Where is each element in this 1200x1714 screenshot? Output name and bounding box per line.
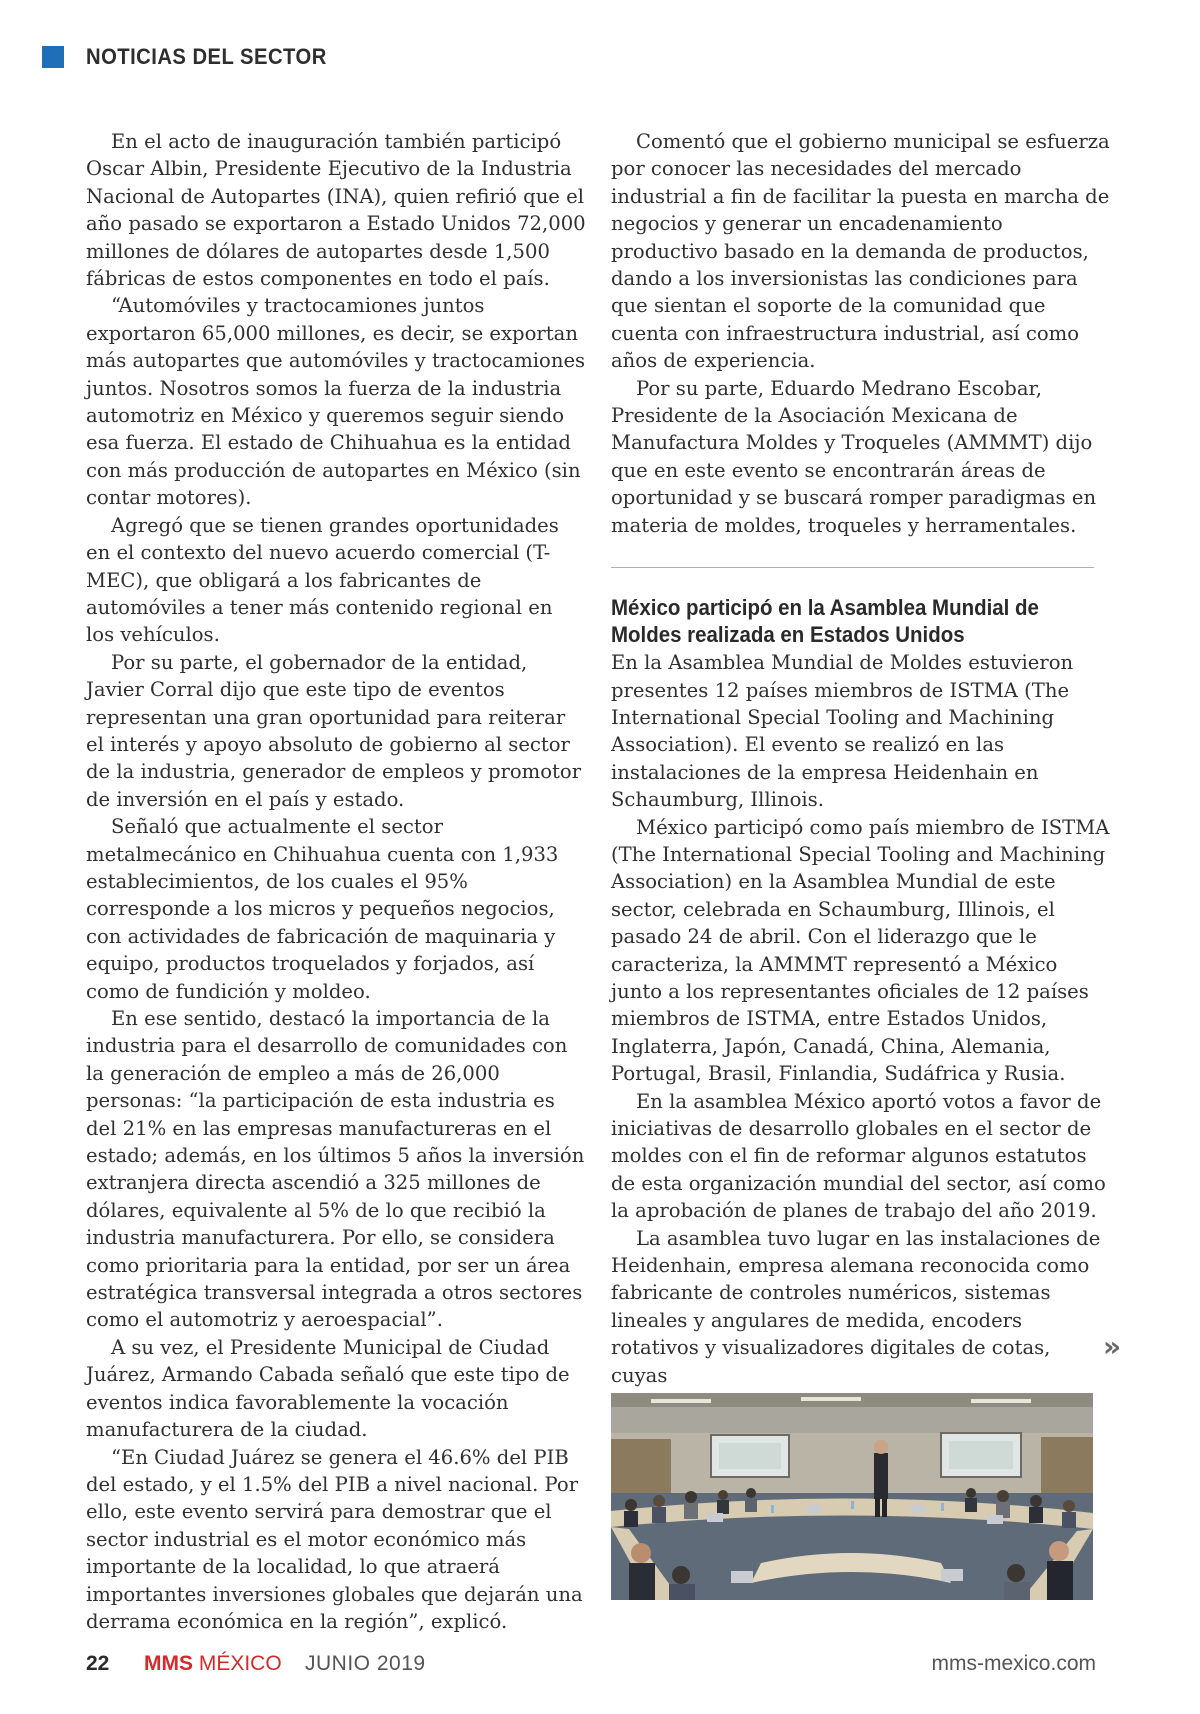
paragraph: La asamblea tuvo lugar en las instalaciones de Heidenhain, empresa alemana reconocida como fabricante de controles numéricos, sistemas lineales y angulares de medida, encoders rotativos y visualizadores digitales de cotas, cuyas [611, 1226, 1101, 1387]
paragraph: México participó como país miembro de ISTMA (The International Special Tooling and Machining Association) en la Asamblea Mundial de este sector, celebrada en Schaumburg, Illinois, el pasado 24 de abril. Con el liderazgo que le caracteriza, la AMMMT representó a México junto a los representantes oficiales de 12 países miembros de ISTMA, entre Estados Unidos, Inglaterra, Japón, Canadá, China, Alemania, Portugal, Brasil, Finlandia, Sudáfrica y Rusia. [611, 815, 1110, 1086]
magazine-brand [144, 1652, 282, 1676]
paragraph: En la Asamblea Mundial de Moldes estuvieron presentes 12 países miembros de ISTMA (The International Special Tooling and Machining Association). El evento se realizó en las instalaciones de la empresa Heidenhain en Schaumburg, Illinois. [611, 651, 1074, 812]
website-url: mms-mexico.com [931, 1652, 1096, 1675]
paragraph: “Automóviles y tractocamiones juntos exportaron 65,000 millones, es decir, se exportan más autopartes que automóviles y tractocamiones juntos. Nosotros somos la fuerza de la industria automotriz en México y queremos seguir siendo esa fuerza. El estado de Chihuahua es la entidad con más producción de autopartes en México (sin contar motores). [86, 294, 586, 510]
section-divider [611, 567, 1094, 568]
section-header [42, 42, 348, 72]
right-column [611, 128, 1111, 1389]
section-title: NOTICIAS DEL SECTOR [86, 44, 327, 69]
paragraph: Comentó que el gobierno municipal se esfuerza por conocer las necesidades del mercado industrial a fin de facilitar la puesta en marcha de negocios y generar un encadenamiento productivo basado en la demanda de productos, dando a los inversionistas las condiciones para que sientan el soporte de la comunidad que cuenta con infraestructura industrial, así como años de experiencia. [611, 130, 1110, 373]
paragraph: Por su parte, Eduardo Medrano Escobar, Presidente de la Asociación Mexicana de Manufactura Moldes y Troqueles (AMMMT) dijo que en este evento se encontrarán áreas de oportunidad y se buscará romper paradigmas en materia de moldes, troqueles y herramentales. [611, 376, 1097, 537]
assembly-meeting-photo [611, 1393, 1093, 1600]
paragraph: En la asamblea México aportó votos a favor de iniciativas de desarrollo globales en el sector de moldes con el fin de reformar algunos estatutos de esta organización mundial del sector, así como la aprobación de planes de trabajo del año 2019. [611, 1089, 1106, 1223]
section-marker-square [42, 46, 64, 68]
paragraph: A su vez, el Presidente Municipal de Ciudad Juárez, Armando Cabada señaló que este tipo de eventos indica favorablemente la vocación manufacturera de la ciudad. [86, 1335, 570, 1442]
brand-mexico: MÉXICO [198, 1652, 282, 1675]
paragraph: Por su parte, el gobernador de la entidad, Javier Corral dijo que este tipo de eventos representan una gran oportunidad para reiterar el interés y apoyo absoluto de gobierno al sector de la industria, generador de empleos y promotor de inversión en el país y estado. [86, 650, 582, 811]
paragraph: En el acto de inauguración también participó Oscar Albin, Presidente Ejecutivo de la Industria Nacional de Autopartes (INA), quien refirió que el año pasado se exportaron a Estado Unidos 72,000 millones de dólares de autopartes desde 1,500 fábricas de estos componentes en todo el país. [86, 130, 586, 291]
page-footer [86, 1652, 1096, 1682]
paragraph: En ese sentido, destacó la importancia de la industria para el desarrollo de comunidades con la generación de empleo a más de 26,000 personas: “la participación de esta industria es del 21% en las empresas manufactureras en el estado; además, en los últimos 5 años la inversión extranjera directa ascendió a 325 millones de dólares, equivalente al 5% de lo que recibió la industria manufacturera. Por ello, se considera como prioritaria para la entidad, por ser un área estratégica transversal integrada a otros sectores como el automotriz y aeroespacial”. [86, 1007, 585, 1332]
left-column [86, 128, 586, 1635]
paragraph: Agregó que se tienen grandes oportunidades en el contexto del nuevo acuerdo comercial (T-MEC), que obligará a los fabricantes de automóviles a tener más contenido regional en los vehículos. [86, 513, 559, 647]
article-subheading: México participó en la Asamblea Mundial de Moldes realizada en Estados Unidos [611, 595, 1039, 648]
brand-mms: MMS [144, 1652, 193, 1675]
continue-arrow-icon: » [1103, 1330, 1122, 1363]
paragraph: “En Ciudad Juárez se genera el 46.6% del PIB del estado, y el 1.5% del PIB a nivel nacional. Por ello, este evento servirá para demostrar que el sector industrial es el motor económico más importante de la localidad, lo que atraerá importantes inversiones globales que dejarán una derrama económica en la región”, explicó. [86, 1445, 583, 1633]
issue-date: JUNIO 2019 [305, 1652, 426, 1675]
page-number: 22 [86, 1652, 110, 1675]
paragraph: Señaló que actualmente el sector metalmecánico en Chihuahua cuenta con 1,933 establecimientos, de los cuales el 95% corresponde a los micros y pequeños negocios, con actividades de fabricación de maquinaria y equipo, productos troquelados y forjados, así como de fundición y moldeo. [86, 815, 559, 1003]
